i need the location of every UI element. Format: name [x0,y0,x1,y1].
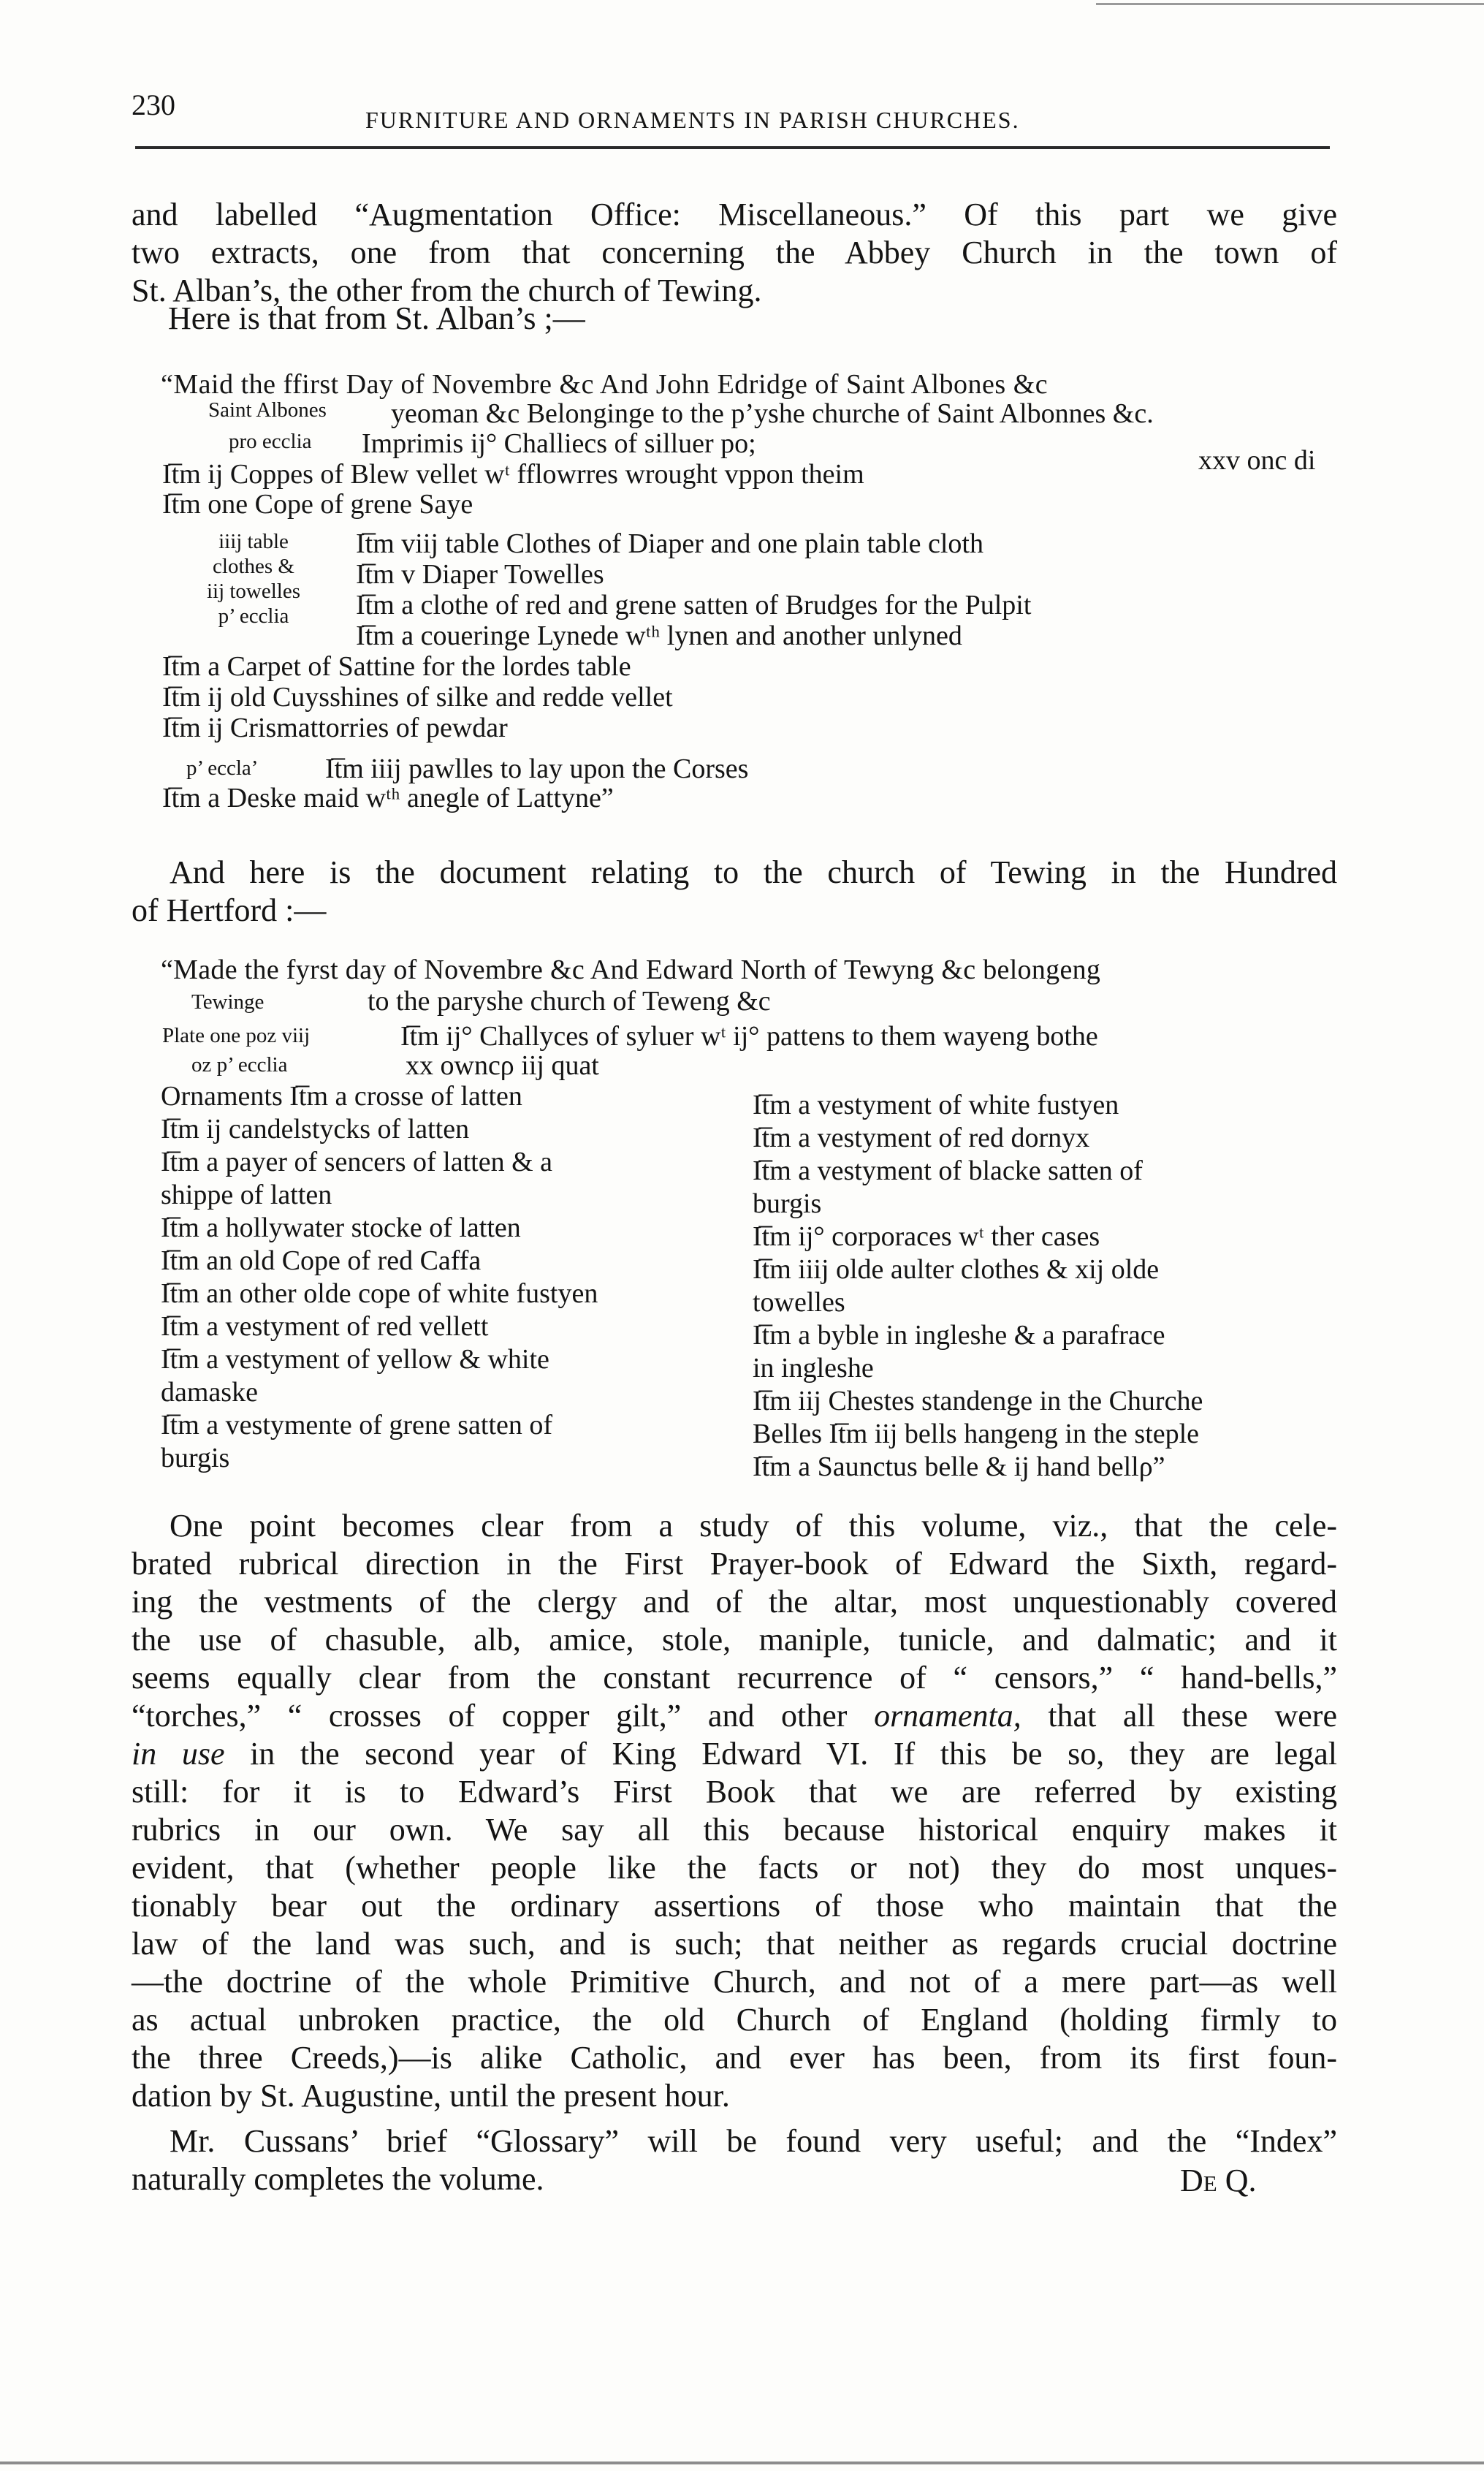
tewing-intro-paragraph [132,854,1337,930]
st-albans-line: It̅m ij Crismattorries of pewdar [162,713,508,743]
inventory-item: It̅m a vestyment of white fustyen [753,1090,1119,1120]
inventory-item: It̅m a vestyment of yellow & white [161,1344,549,1375]
text-line: Mr. Cussans’ brief “Glossary” will be found very useful; and the “Index” [170,2123,1337,2159]
inventory-item: It̅m a vestyment of red dornyx [753,1123,1090,1153]
st-albans-line: It̅m viij table Clothes of Diaper and one plain table cloth [356,528,983,559]
st-albans-line: It̅m a Deske maid wᵗʰ anegle of Lattyne” [162,783,614,813]
st-albans-line: It̅m one Cope of grene Saye [162,489,473,520]
inventory-item: It̅m a byble in ingleshe & a parafrace [753,1320,1165,1351]
tewing-line: “Made the fyrst day of Novembre &c And Edward North of Tewyng &c belongeng [161,954,1101,985]
inventory-item: It̅m a vestyment of blacke satten of [753,1155,1143,1186]
text-line: and labelled “Augmentation Office: Miscellaneous.” Of this part we give [132,197,1337,232]
text-line [132,1697,1337,1735]
text-line: two extracts, one from that concerning the Abbey Church in the town of [132,235,1337,270]
inventory-item: It̅m a vestymente of grene satten of [161,1410,553,1441]
text-line: St. Alban’s, the other from the church of Tewing. [132,273,762,308]
page-bottom-edge [0,2461,1484,2464]
inventory-item: shippe of latten [161,1180,332,1210]
italic-term: ornamenta, [874,1698,1021,1734]
inventory-item: It̅m ij candelstycks of latten [161,1114,470,1145]
italic-term: in use [132,1736,225,1772]
page-number: 230 [132,88,175,121]
text-segment: in the second year of King Edward VI. If this be so, they are legal [224,1736,1337,1772]
closing-paragraph [132,2122,1337,2198]
inventory-item: It̅m an old Cope of red Caffa [161,1245,482,1276]
text-line: of Hertford :— [132,892,327,928]
text-line: rubrics in our own. We say all this because historical enquiry makes it [132,1812,1337,1848]
text-line: —the doctrine of the whole Primitive Church, and not of a mere part—as well [132,1964,1337,2000]
st-albans-line-right: xxv onc di [1198,445,1316,476]
inventory-item: It̅m a payer of sencers of latten & a [161,1147,552,1177]
inventory-item: in ingleshe [753,1353,874,1383]
inventory-item: It̅m a Saunctus belle & ij hand bellρ” [753,1451,1165,1482]
text-line: One point becomes clear from a study of this volume, viz., that the cele- [170,1508,1337,1544]
text-line: seems equally clear from the constant recurrence of “ censors,” “ hand-bells,” [132,1660,1337,1696]
inventory-item: It̅m iiij olde aulter clothes & xij olde [753,1254,1160,1285]
text-line: And here is the document relating to the church of Tewing in the Hundred [170,854,1337,890]
inventory-item: burgis [753,1188,822,1219]
inventory-item: damaske [161,1377,258,1408]
intro-paragraph [132,196,1337,310]
inventory-item: It̅m an other olde cope of white fustyen [161,1278,598,1309]
running-title: FURNITURE AND ORNAMENTS IN PARISH CHURCHES. [365,107,1020,133]
inventory-item: It̅m iij Chestes standenge in the Churche [753,1386,1203,1416]
st-albans-line: It̅m ij old Cuysshines of silke and redde vellet [162,682,673,713]
text-line: dation by St. Augustine, until the present hour. [132,2078,730,2114]
inventory-item: Belles It̅m iij bells hangeng in the steple [753,1419,1200,1449]
signature: De Q. [1180,2163,1257,2198]
inventory-item: burgis [161,1443,230,1473]
st-albans-line: It̅m a coueringe Lynede wᵗʰ lynen and another unlyned [356,620,962,651]
text-line: brated rubrical direction in the First Prayer-book of Edward the Sixth, regard- [132,1546,1337,1582]
text-line: as actual unbroken practice, the old Church of England (holding firmly to [132,2002,1337,2038]
st-albans-line: “Maid the ffirst Day of Novembre &c And John Edridge of Saint Albones &c [161,369,1049,400]
margin-note: Saint Albones [208,398,327,422]
margin-note: Plate one poz viij [162,1024,311,1047]
tewing-line: It̅m ij° Challyces of syluer wᵗ ij° pattens to them wayeng bothe [400,1021,1098,1052]
st-albans-line: yeoman &c Belonginge to the p’yshe churche of Saint Albonnes &c. [391,398,1154,429]
text-line: tionably bear out the ordinary assertions of those who maintain that the [132,1888,1337,1924]
margin-note: Tewinge [191,990,265,1014]
here-line: Here is that from St. Alban’s ;— [168,300,585,336]
text-line: the use of chasuble, alb, amice, stole, maniple, tunicle, and dalmatic; and it [132,1622,1337,1658]
st-albans-line: It̅m a Carpet of Sattine for the lordes table [162,651,631,682]
margin-note: iiij table [218,530,289,553]
tewing-line: to the paryshe church of Teweng &c [368,986,771,1017]
st-albans-line: It̅m a clothe of red and grene satten of Brudges for the Pulpit [356,590,1032,620]
text-line: ing the vestments of the clergy and of the altar, most unquestionably covered [132,1584,1337,1620]
inventory-right-column [753,1089,1337,1484]
margin-note: oz p’ ecclia [191,1053,288,1077]
page-top-edge [1096,3,1484,5]
inventory-item: It̅m ij° corporaces wᵗ ther cases [753,1221,1100,1252]
st-albans-line: It̅m iiij pawlles to lay upon the Corses [325,754,749,784]
tewing-line: xx owncρ iij quat [406,1050,599,1081]
st-albans-line: Imprimis ij° Challiecs of silluer po; [362,428,756,459]
margin-note: iij towelles [206,580,301,603]
st-albans-line: It̅m v Diaper Towelles [356,559,604,590]
st-albans-line: It̅m ij Coppes of Blew vellet wᵗ fflowrres wrought vppon theim [162,459,864,490]
margin-note: clothes & [213,555,294,578]
text-segment: “torches,” “ crosses of copper gilt,” and other [132,1698,875,1734]
inventory-item: It̅m a vestyment of red vellett [161,1311,489,1342]
inventory-item: Ornaments It̅m a crosse of latten [161,1081,522,1112]
inventory-item: towelles [753,1287,845,1318]
margin-note: pro ecclia [229,430,312,453]
header-rule [135,146,1330,149]
text-line: law of the land was such, and is such; that neither as regards crucial doctrine [132,1926,1337,1962]
text-segment: that all these were [1021,1698,1337,1734]
inventory-left-column [161,1080,716,1475]
margin-block [184,529,323,629]
text-line: evident, that (whether people like the facts or not) they do most unques- [132,1850,1337,1886]
text-line: naturally completes the volume. [132,2161,544,2197]
text-line: still: for it is to Edward’s First Book that we are referred by existing [132,1774,1337,1810]
text-line [132,1735,1337,1773]
margin-note: p’ eccla’ [186,756,259,780]
text-line: the three Creeds,)—is alike Catholic, and ever has been, from its first foun- [132,2040,1337,2076]
conclusion-paragraph [132,1507,1337,2115]
inventory-item: It̅m a hollywater stocke of latten [161,1212,521,1243]
margin-note: p’ ecclia [218,604,289,628]
